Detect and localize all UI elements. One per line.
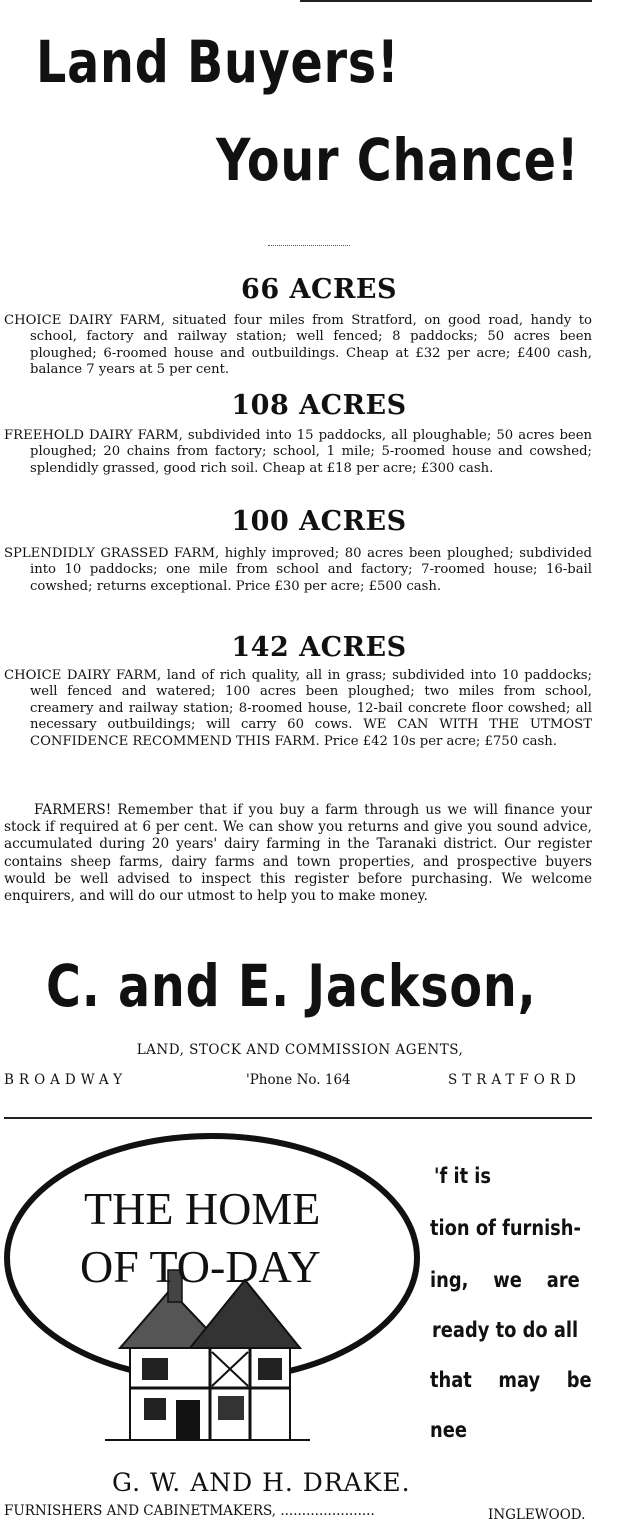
drake-name: G. W. AND H. DRAKE. <box>112 1468 411 1497</box>
drake-town: INGLEWOOD. <box>488 1507 586 1523</box>
house-illustration <box>105 1270 310 1440</box>
listing-acres-108: 108 ACRES <box>231 390 407 421</box>
firm-address-left: BROADWAY <box>4 1072 128 1088</box>
side-text-line2: tion of furnish- <box>430 1216 581 1240</box>
listing-text-66: CHOICE DAIRY FARM, situated four miles from Stratford, on good road, handy to school, factory and railway station; well fenced; 8 paddocks; 50 acres been ploughed; 6-roomed house and outbuildings. Cheap at £32 per acre; £400 cash, balance 7 years at 5 per cent. <box>4 313 592 378</box>
listing-acres-142: 142 ACRES <box>231 632 407 663</box>
firm-address-right: STRATFORD <box>448 1072 581 1088</box>
listing-text-108: FREEHOLD DAIRY FARM, subdivided into 15 paddocks, all ploughable; 50 acres been ploughed; 20 chains from factory; school, 1 mile; 5-roomed house and cowshed; splendidly grassed, good rich soil. Cheap at £18 per acre; £300 cash. <box>4 428 592 476</box>
home-of-today-emblem <box>0 1130 430 1460</box>
listing-text-142: CHOICE DAIRY FARM, land of rich quality, all in grass; subdivided into 10 paddocks; well fenced and watered; 100 acres been ploughed; two miles from school, creamery and railway station; 8-roomed house, 12-bail concrete floor cowshed; all necessary outbuildings; will carry 60 cows. WE CAN WITH THE UTMOST CONFIDENCE RECOMMEND THIS FARM. Price £42 10s per acre; £750 cash. <box>4 668 592 749</box>
listing-acres-66: 66 ACRES <box>241 274 397 305</box>
side-text-line4: ready to do all <box>432 1318 579 1342</box>
top-rule <box>300 0 592 2</box>
oval-text-line1: THE HOME <box>84 1183 321 1234</box>
farmers-note: FARMERS! Remember that if you buy a farm through us we will finance your stock if required at 6 per cent. We can show you returns and give you sound advice, accumulated during 20 years' dairy farming in the Taranaki district. Our register contains sheep farms, dairy farms and town properties, and prospective buyers would be well advised to inspect this register before purchasing. We welcome enquirers, and will do our utmost to help you to make money. <box>4 802 592 905</box>
headline-your-chance: Your Chance! <box>216 126 580 194</box>
side-text-line3: ing, we are <box>430 1268 580 1292</box>
dotted-divider <box>268 245 350 246</box>
headline-land-buyers: Land Buyers! <box>36 28 400 96</box>
listing-acres-100: 100 ACRES <box>231 506 407 537</box>
ad-separator-rule <box>4 1117 592 1119</box>
listing-text-100: SPLENDIDLY GRASSED FARM, highly improved; 80 acres been ploughed; subdivided into 10 paddocks; one mile from school and factory; 7-roomed house; 16-bail cowshed; returns exceptional. Price £30 per acre; £500 cash. <box>4 546 592 594</box>
oval-text-line2: OF TO-DAY <box>80 1241 321 1292</box>
firm-phone: 'Phone No. 164 <box>246 1072 351 1088</box>
firm-role: LAND, STOCK AND COMMISSION AGENTS, <box>136 1042 464 1058</box>
side-text-line6: nee <box>430 1418 467 1442</box>
side-text-line5: that may be <box>430 1368 592 1392</box>
side-text-line1: 'f it is <box>434 1164 492 1188</box>
firm-name: C. and E. Jackson, <box>46 952 537 1020</box>
drake-trade: FURNISHERS AND CABINETMAKERS, ...................... <box>4 1503 375 1519</box>
